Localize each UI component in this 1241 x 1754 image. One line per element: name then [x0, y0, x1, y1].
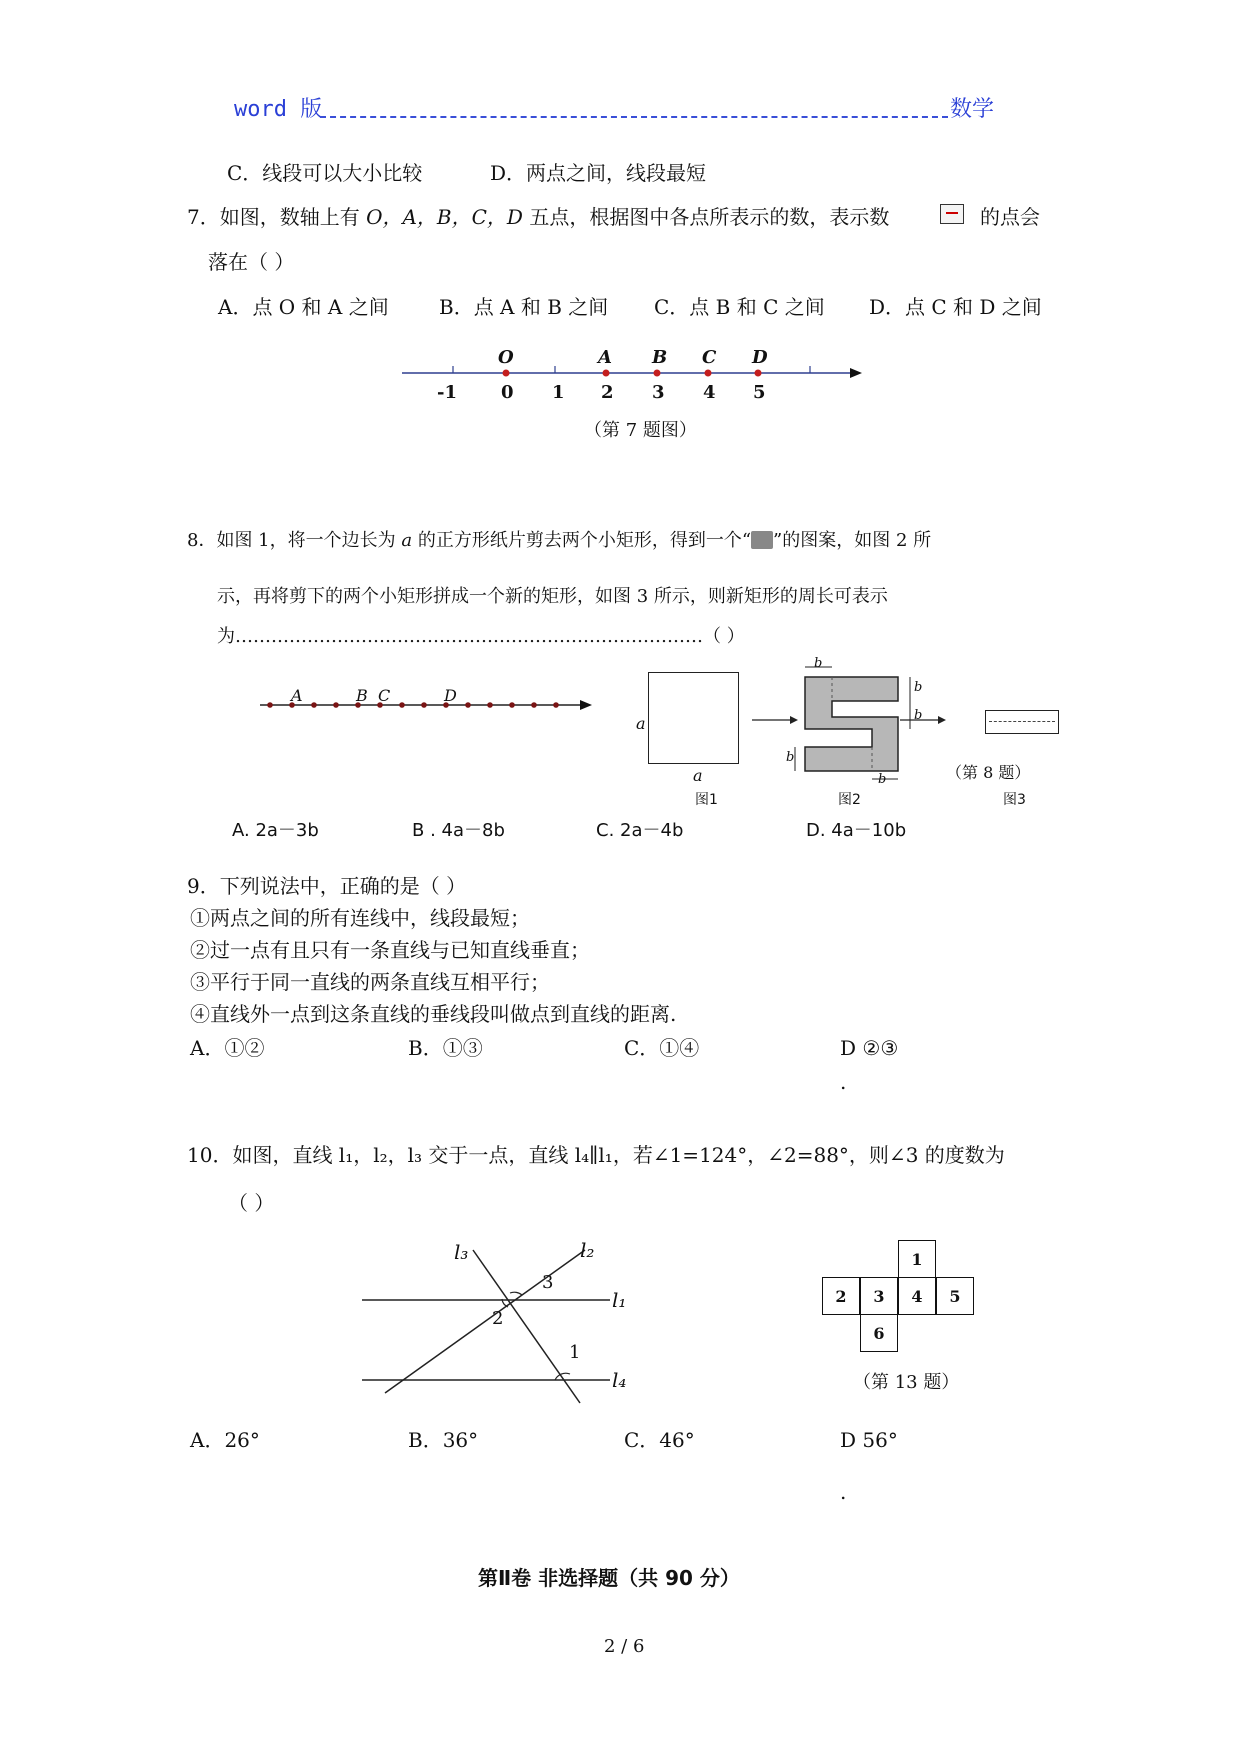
q8-label-C: C [378, 686, 391, 705]
q8-fig2-b-top: b [814, 656, 823, 671]
q9-title: 9．下列说法中，正确的是（ ） [187, 874, 467, 898]
q10-label-l1: l₁ [612, 1288, 627, 1312]
q7-option-c: C．点 B 和 C 之间 [654, 295, 825, 319]
q7-num-0: 0 [501, 382, 514, 403]
q7-line2: 落在（ ） [208, 250, 295, 274]
q10-lines-figure [360, 1235, 650, 1405]
q8-line1-c: ”的图案，如图 2 所 [773, 530, 932, 551]
q7-num-1: 1 [552, 382, 565, 403]
q7-label-D: D [752, 347, 768, 368]
q8-option-b: B . 4a－8b [412, 820, 505, 841]
q10-label-l3: l₃ [454, 1240, 469, 1264]
q8-line3: 为……………………………………………………………………（ ） [217, 626, 745, 647]
header-right: 数学 [950, 97, 995, 122]
q9-item-1: ①两点之间的所有连线中，线段最短； [190, 906, 530, 930]
header-divider [320, 116, 948, 118]
q7-label-B: B [652, 347, 668, 368]
q10-angle-3: 3 [542, 1272, 554, 1293]
q6-option-c: C．线段可以大小比较 [227, 161, 423, 185]
q8-line1-a: 8．如图 1，将一个边长为 [187, 530, 396, 551]
q7-num-3: 3 [652, 382, 665, 403]
q8-fig1-square [648, 672, 739, 764]
q9-item-4: ④直线外一点到这条直线的垂线段叫做点到直线的距离. [190, 1002, 677, 1026]
q7-caption: （第 7 题图） [584, 420, 697, 441]
q8-line1-b: 的正方形纸片剪去两个小矩形，得到一个“ [417, 530, 752, 551]
q8-fig3-rectangle [985, 710, 1059, 734]
q7-option-b: B．点 A 和 B 之间 [439, 295, 609, 319]
q10-option-d: D 56° [840, 1428, 898, 1452]
q7-option-a: A．点 O 和 A 之间 [218, 295, 389, 319]
q8-fig1-label-a-side: a [636, 714, 646, 733]
q8-line2: 示，再将剪下的两个小矩形拼成一个新的矩形，如图 3 所示，则新矩形的周长可表示 [217, 586, 888, 607]
q8-label-B: B [356, 686, 368, 705]
q8-fig2-b-bottom: b [878, 772, 887, 787]
q6-option-d: D．两点之间，线段最短 [490, 161, 707, 185]
q7-num-4: 4 [703, 382, 716, 403]
cube-net-caption: （第 13 题） [853, 1372, 960, 1393]
s-shape-icon [751, 531, 773, 549]
q7-text-end: 的点会 [980, 205, 1040, 229]
q7-question [187, 207, 889, 227]
q9-d-dot: . [840, 1070, 847, 1094]
q10-angle-2: 2 [492, 1308, 504, 1329]
q8-option-a: A. 2a－3b [232, 820, 319, 841]
q7-text-after: 五点，根据图中各点所表示的数，表示数 [529, 205, 890, 229]
q8-caption: （第 8 题） [946, 763, 1031, 782]
q8-option-c: C. 2a－4b [596, 820, 684, 841]
q7-number-line [400, 340, 870, 400]
q9-option-b: B．①③ [408, 1036, 483, 1060]
q8-fig2-caption: 图2 [838, 792, 861, 808]
q7-num-2: 2 [601, 382, 614, 403]
q10-label-l4: l₄ [612, 1368, 627, 1392]
header-left: word 版 [234, 97, 323, 122]
q7-label-O: O [498, 347, 514, 368]
q10-option-b: B．36° [408, 1428, 479, 1452]
q7-num-minus1: -1 [437, 382, 457, 403]
q9-option-c: C．①④ [624, 1036, 700, 1060]
q10-line2: （ ） [228, 1191, 275, 1215]
q7-text-before: 7．如图，数轴上有 [187, 205, 360, 229]
q10-label-l2: l₂ [580, 1238, 595, 1262]
q9-option-a: A．①② [190, 1036, 265, 1060]
q8-fig2-b-right1: b [914, 680, 923, 695]
q7-points: O，A，B，C，D [366, 205, 523, 229]
cube-net-cell-4: 4 [898, 1277, 936, 1315]
q8-label-D: D [444, 686, 457, 705]
q8-line1 [187, 526, 931, 552]
q10-option-c: C．46° [624, 1428, 695, 1452]
q10-line1: 10．如图，直线 l₁，l₂，l₃ 交于一点，直线 l₄∥l₁，若∠1=124°，∠2=88°，则∠3 的度数为 [187, 1143, 1005, 1167]
q8-fig2-b-left: b [786, 750, 795, 765]
q8-fig1-label-a-bottom: a [693, 766, 703, 785]
q7-option-d: D．点 C 和 D 之间 [869, 295, 1042, 319]
page-number: 2 / 6 [604, 1636, 645, 1657]
q10-angle-1: 1 [569, 1342, 581, 1363]
q9-item-3: ③平行于同一直线的两条直线互相平行； [190, 970, 550, 994]
q8-dot-line [258, 690, 598, 720]
section-title: 第Ⅱ卷 非选择题（共 90 分） [478, 1566, 740, 1590]
q8-fig2-b-right2: b [914, 708, 923, 723]
q10-d-dot: . [840, 1480, 847, 1504]
q9-item-2: ②过一点有且只有一条直线与已知直线垂直； [190, 938, 590, 962]
q8-fig2-s-shape [790, 665, 930, 785]
q9-option-d: D ②③ [840, 1036, 899, 1060]
q7-label-C: C [702, 347, 717, 368]
q10-option-a: A．26° [190, 1428, 260, 1452]
cube-net-cell-1: 1 [898, 1240, 936, 1278]
cube-net-cell-6: 6 [860, 1314, 898, 1352]
cube-net-cell-3: 3 [860, 1277, 898, 1315]
broken-image-icon [940, 204, 964, 224]
q8-fig1-caption: 图1 [695, 792, 718, 808]
q7-label-A: A [598, 347, 612, 368]
cube-net-cell-2: 2 [822, 1277, 860, 1315]
q8-fig3-caption: 图3 [1003, 792, 1026, 808]
q7-num-5: 5 [753, 382, 766, 403]
q8-option-d: D. 4a－10b [806, 820, 907, 841]
cube-net-cell-5: 5 [936, 1277, 974, 1315]
q8-label-A: A [291, 686, 303, 705]
q8-var-a: a [401, 530, 413, 551]
